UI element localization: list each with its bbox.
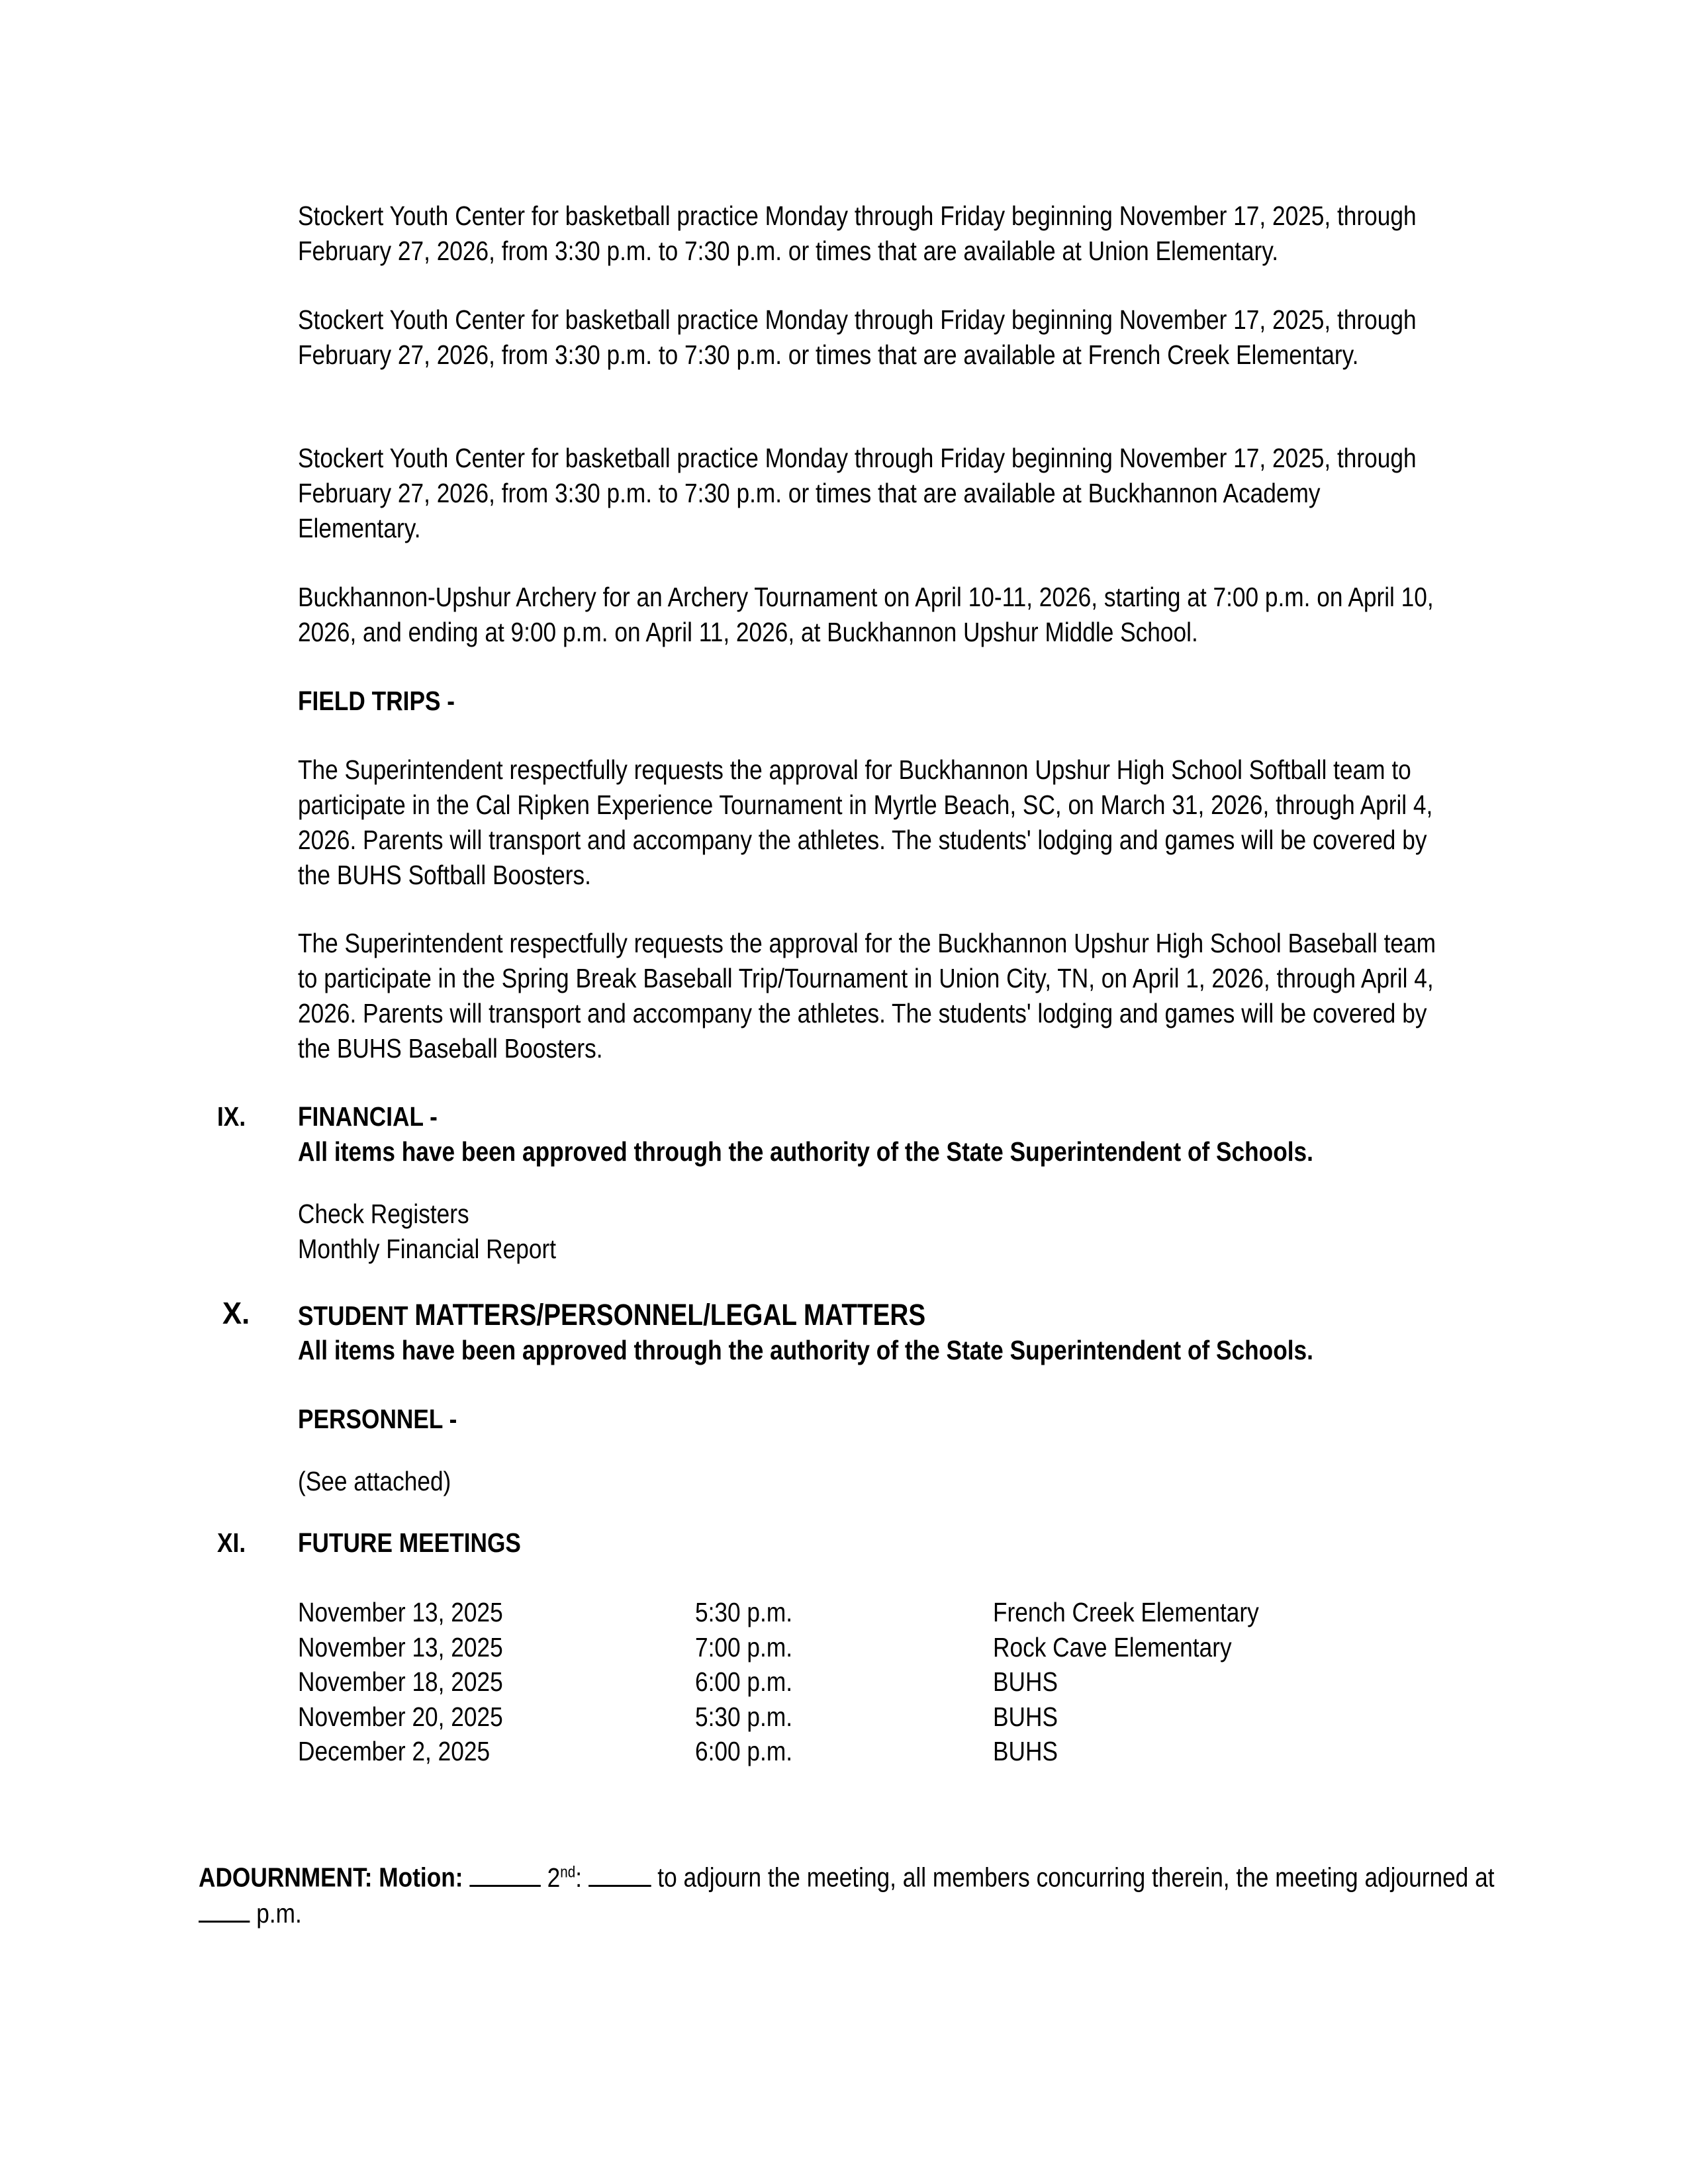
adjournment-line xyxy=(199,1854,1542,1931)
meeting-row xyxy=(298,1630,1489,1665)
meeting-time: 6:00 p.m. xyxy=(695,1666,793,1697)
field-trips-heading: FIELD TRIPS - xyxy=(298,686,455,716)
meeting-row xyxy=(298,1664,1489,1700)
motion-label: Motion: xyxy=(379,1862,463,1893)
facility-use-paragraph: Stockert Youth Center for basketball practice Monday through Friday beginning November 17, 2025, through February 27, 2026, from 3:30 p.m. to 7:30 p.m. or times that are available at French Creek Elementary. xyxy=(298,304,1417,370)
meeting-location: Rock Cave Elementary xyxy=(993,1631,1232,1662)
meeting-time: 6:00 p.m. xyxy=(695,1736,793,1766)
meeting-time: 7:00 p.m. xyxy=(695,1631,793,1662)
meeting-location: BUHS xyxy=(993,1701,1058,1732)
heading-part: STUDENT xyxy=(298,1300,408,1331)
meeting-location: BUHS xyxy=(993,1666,1058,1697)
meeting-date: November 13, 2025 xyxy=(298,1597,503,1627)
section-numeral: X. xyxy=(222,1296,250,1330)
adjournment-suffix: p.m. xyxy=(256,1897,302,1929)
motion-blank[interactable] xyxy=(469,1860,541,1887)
financial-item: Monthly Financial Report xyxy=(298,1234,556,1264)
meeting-row xyxy=(298,1700,1489,1735)
meeting-row xyxy=(298,1595,1489,1630)
second-superscript: nd xyxy=(560,1863,576,1881)
financial-item: Check Registers xyxy=(298,1199,469,1229)
student-matters-approval-note: All items have been approved through the authority of the State Superintendent of Schools. xyxy=(298,1335,1313,1365)
personnel-note: (See attached) xyxy=(298,1466,451,1496)
facility-use-paragraph: Stockert Youth Center for basketball practice Monday through Friday beginning November 17, 2025, through February 27, 2026, from 3:30 p.m. to 7:30 p.m. or times that are available at Buckhannon Academy Elementary. xyxy=(298,443,1417,543)
financial-heading: FINANCIAL - xyxy=(298,1101,438,1132)
time-blank[interactable] xyxy=(199,1895,250,1923)
adjournment-label: ADOURNMENT: xyxy=(199,1862,373,1893)
second-blank[interactable] xyxy=(588,1860,651,1887)
second-colon: : xyxy=(575,1862,583,1893)
field-trip-paragraph: The Superintendent respectfully requests the approval for Buckhannon Upshur High School Softball team to participate in the Cal Ripken Experience Tournament in Myrtle Beach, SC, on March 31, 2026, through April 4, 2026. Parents will transport and accompany the athletes. The students' lodging and games will be covered by the BUHS Softball Boosters. xyxy=(298,754,1433,890)
student-matters-heading xyxy=(298,1297,925,1334)
second-label xyxy=(547,1862,582,1893)
meeting-location: French Creek Elementary xyxy=(993,1597,1259,1627)
meeting-date: December 2, 2025 xyxy=(298,1736,491,1766)
meeting-date: November 20, 2025 xyxy=(298,1701,503,1732)
section-numeral: XI. xyxy=(217,1527,246,1558)
meeting-time: 5:30 p.m. xyxy=(695,1597,793,1627)
section-numeral: IX. xyxy=(217,1101,246,1132)
second-number: 2 xyxy=(547,1862,561,1893)
adjournment-text: to adjourn the meeting, all members concurring therein, the meeting adjourned at xyxy=(657,1862,1495,1893)
meeting-date: November 13, 2025 xyxy=(298,1631,503,1662)
financial-approval-note: All items have been approved through the authority of the State Superintendent of Schools. xyxy=(298,1136,1313,1167)
heading-part: MATTERS/PERSONNEL/LEGAL MATTERS xyxy=(414,1298,926,1332)
meeting-time: 5:30 p.m. xyxy=(695,1701,793,1732)
meeting-date: November 18, 2025 xyxy=(298,1666,503,1697)
field-trip-paragraph: The Superintendent respectfully requests the approval for the Buckhannon Upshur High School Baseball team to participate in the Spring Break Baseball Trip/Tournament in Union City, TN, on April 1, 2026, through April 4, 2026. Parents will transport and accompany the athletes. The students' lodging and games will be covered by the BUHS Baseball Boosters. xyxy=(298,928,1436,1064)
facility-use-paragraph: Stockert Youth Center for basketball practice Monday through Friday beginning November 17, 2025, through February 27, 2026, from 3:30 p.m. to 7:30 p.m. or times that are available at Union Elementary. xyxy=(298,201,1417,266)
personnel-heading: PERSONNEL - xyxy=(298,1404,457,1434)
future-meetings-heading: FUTURE MEETINGS xyxy=(298,1527,521,1558)
facility-use-paragraph: Buckhannon-Upshur Archery for an Archery Tournament on April 10-11, 2026, starting at 7:00 p.m. on April 10, 2026, and ending at 9:00 p.m. on April 11, 2026, at Buckhannon Upshur Middle School. xyxy=(298,582,1434,647)
meeting-row xyxy=(298,1734,1489,1769)
meeting-location: BUHS xyxy=(993,1736,1058,1766)
